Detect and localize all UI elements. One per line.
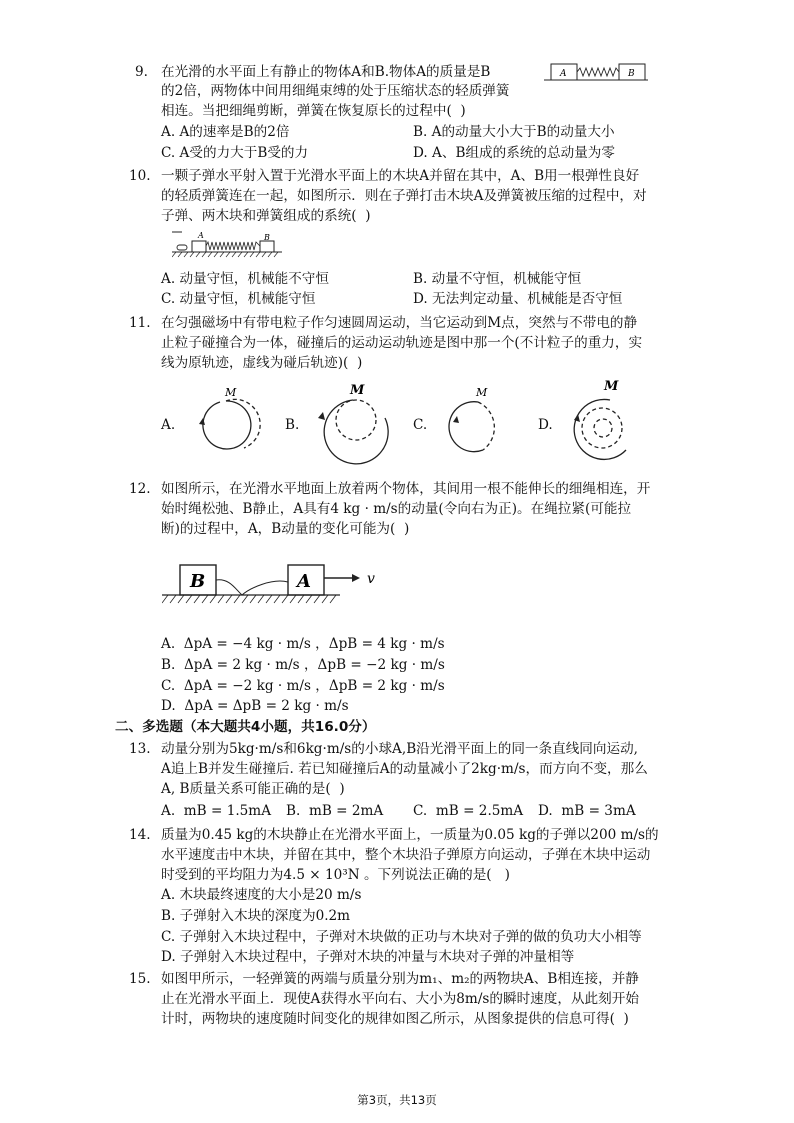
q14-line-3: 时受到的平均阻力为4.5 × 10³N 。下列说法正确的是( ) [161, 867, 510, 883]
q11-point-m-d: M [604, 379, 619, 394]
q9-number: 9. [135, 64, 148, 80]
q15-line-3: 计时，两物块的速度随时间变化的规律如图乙所示，从图象提供的信息可得( ) [161, 1011, 629, 1027]
q10-line-1: 一颗子弹水平射入置于光滑水平面上的木块A并留在其中，A、B用一根弹性良好 [161, 168, 640, 184]
rope-icon [216, 580, 288, 595]
block-b-icon [260, 241, 274, 252]
direction-arrow-icon [453, 416, 459, 423]
new-path-inner-dashed [594, 419, 612, 437]
q9-line-2: 的2倍，两物体中间用细绳束缚的处于压缩状态的轻质弹簧 [161, 83, 510, 99]
q12-option-a: A. ΔpA = −4 kg · m/s ，ΔpB = 4 kg · m/s [161, 636, 445, 652]
q12-line-1: 如图所示，在光滑水平地面上放着两个物体，其间用一根不能伸长的细绳相连，开 [161, 481, 651, 497]
q11-point-m-c: M [476, 386, 488, 399]
q11-option-d-label: D. [538, 417, 553, 433]
spring-icon [206, 242, 260, 250]
ground-hatch [162, 595, 336, 603]
q10-option-d: D. 无法判定动量、机械能是否守恒 [413, 291, 623, 307]
q15-line-2: 止在光滑水平面上．现使A获得水平向右、大小为8m/s的瞬时速度，从此刻开始 [161, 991, 639, 1007]
new-path-dashed [336, 400, 376, 440]
q14-line-2: 水平速度击中木块，并留在其中，整个木块沿子弹原方向运动，子弹在木块中运动 [161, 847, 651, 863]
q11-trajectory-b [308, 378, 398, 468]
q10-bullet-figure [172, 230, 282, 260]
q10-option-c: C. 动量守恒，机械能守恒 [161, 291, 316, 307]
q15-line-1: 如图甲所示，一轻弹簧的两端与质量分别为m₁、m₂的两物块A、B相连接，并静 [161, 971, 639, 987]
q11-option-c-label: C. [413, 417, 428, 433]
direction-arrow-icon [318, 412, 325, 420]
q11-line-3: 线为原轨迹，虚线为碰后轨迹)( ) [161, 355, 363, 371]
q9-spring-figure [544, 60, 648, 84]
q11-point-m-b: M [350, 383, 365, 398]
original-path [203, 401, 251, 449]
q11-option-b-label: B. [285, 417, 300, 433]
q9-line-3: 相连。当把细绳剪断，弹簧在恢复原长的过程中( ) [161, 103, 466, 119]
q10-option-a: A. 动量守恒，机械能不守恒 [161, 271, 329, 287]
q11-option-a-label: A. [161, 417, 176, 433]
page-number-footer: 第3页，共13页 [357, 1093, 437, 1107]
q9-option-c: C. A受的力大于B受的力 [161, 145, 309, 161]
q11-number: 11. [129, 315, 151, 331]
q12-rope-figure [162, 560, 382, 610]
q11-line-2: 止粒子碰撞合为一体，碰撞后的运动运动轨迹是图中那一个(不计粒子的重力，实 [161, 335, 643, 351]
bullet-icon [177, 245, 187, 250]
original-path [324, 400, 388, 464]
q12-line-2: 始时绳松弛、B静止，A具有4 kg · m/s的动量(令向右为正)。在绳拉紧(可能拉 [161, 501, 632, 517]
q14-number: 14. [129, 827, 151, 843]
q10-line-2: 的轻质弹簧连在一起，如图所示．则在子弹打击木块A及弹簧被压缩的过程中，对 [161, 188, 647, 204]
q14-option-a: A. 木块最终速度的大小是20 m/s [161, 887, 362, 903]
q9-label-b: B [628, 69, 635, 79]
q10-label-a: A [198, 231, 204, 240]
original-path [449, 402, 483, 452]
q13-option-c: C. mB = 2.5mA [413, 803, 524, 819]
q10-line-3: 子弹、两木块和弹簧组成的系统( ) [161, 208, 371, 224]
q12-label-b: B [190, 571, 206, 592]
q14-line-1: 质量为0.45 kg的木块静止在光滑水平面上，一质量为0.05 kg的子弹以200 m/s的 [161, 827, 659, 843]
q10-label-b: B [264, 233, 270, 242]
q11-trajectory-d [560, 372, 650, 468]
q12-line-3: 断)的过程中，A，B动量的变化可能为( ) [161, 521, 410, 537]
q13-option-a: A. mB = 1.5mA [161, 803, 272, 819]
block-a-icon [192, 241, 206, 252]
q9-option-b: B. A的动量大小大于B的动量大小 [413, 124, 615, 140]
q13-line-3: A, B质量关系可能正确的是( ) [161, 781, 345, 797]
q12-option-d: D. ΔpA = ΔpB = 2 kg · m/s [161, 698, 349, 714]
q11-line-1: 在匀强磁场中有带电粒子作匀速圆周运动，当它运动到M点，突然与不带电的静 [161, 315, 638, 331]
new-path-dashed [478, 402, 494, 450]
ground-hatch [172, 252, 278, 257]
section-header-multi-choice: 二、多选题（本大题共4小题，共16.0分） [115, 719, 376, 735]
q12-label-v: v [367, 571, 375, 587]
q14-option-d: D. 子弹射入木块过程中，子弹对木块的冲量与木块对子弹的冲量相等 [161, 949, 575, 965]
q12-option-b: B. ΔpA = 2 kg · m/s ，ΔpB = −2 kg · m/s [161, 657, 445, 673]
q12-option-c: C. ΔpA = −2 kg · m/s ，ΔpB = 2 kg · m/s [161, 678, 445, 694]
q13-number: 13. [129, 741, 151, 757]
q14-option-b: B. 子弹射入木块的深度为0.2m [161, 908, 351, 924]
spring-icon [577, 68, 619, 76]
q11-trajectory-c [438, 378, 528, 468]
q13-line-2: A追上B并发生碰撞后. 若已知碰撞后A的动量减小了2kg·m/s，而方向不变，那么 [161, 761, 648, 777]
q9-option-a: A. A的速率是B的2倍 [161, 124, 290, 140]
q12-label-a: A [297, 571, 311, 592]
q12-number: 12. [129, 481, 151, 497]
new-path-dashed [582, 408, 622, 448]
q9-line-1: 在光滑的水平面上有静止的物体A和B.物体A的质量是B [161, 64, 491, 80]
q15-number: 15. [129, 971, 151, 987]
q13-option-b: B. mB = 2mA [286, 803, 384, 819]
q9-option-d: D. A、B组成的系统的总动量为零 [413, 145, 615, 161]
q11-trajectory-a [188, 378, 268, 468]
q11-point-m-a: M [225, 386, 237, 399]
q13-option-d: D. mB = 3mA [538, 803, 636, 819]
q13-line-1: 动量分别为5kg·m/s和6kg·m/s的小球A,B沿光滑平面上的同一条直线同向运动, [161, 741, 639, 757]
q10-number: 10. [129, 168, 151, 184]
q9-label-a: A [560, 69, 567, 79]
q14-option-c: C. 子弹射入木块过程中，子弹对木块做的正功与木块对子弹的做的负功大小相等 [161, 929, 642, 945]
q10-option-b: B. 动量不守恒，机械能守恒 [413, 271, 582, 287]
